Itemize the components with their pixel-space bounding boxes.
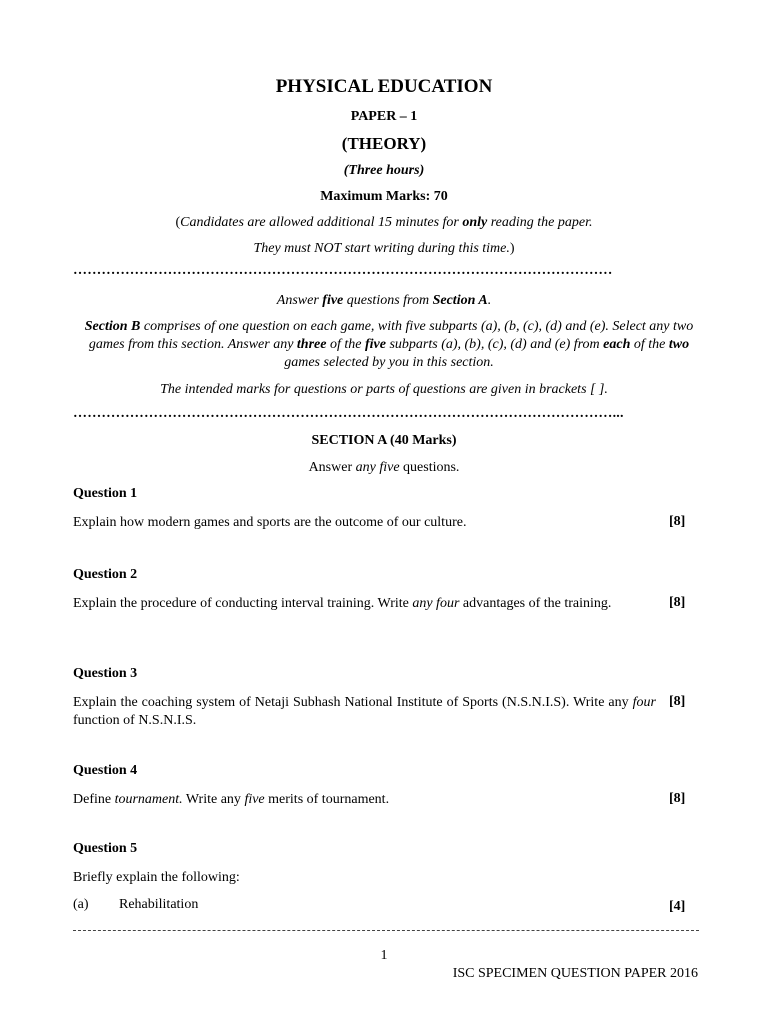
no-writing-note: They must NOT start writing during this time.) bbox=[253, 241, 515, 256]
instruction-marks: The intended marks for questions or parts of questions are given in brackets [ ]. bbox=[160, 382, 608, 397]
question-text: Define tournament. Write any five merits of tournament. bbox=[73, 792, 390, 807]
maximum-marks: Maximum Marks: 70 bbox=[320, 189, 448, 204]
section-heading: SECTION A (40 Marks) bbox=[311, 433, 457, 448]
question-marks: [8] bbox=[669, 791, 686, 806]
question-marks: [8] bbox=[669, 694, 686, 709]
question-text: Explain the procedure of conducting interval training. Write any four advantages of the training. bbox=[73, 596, 612, 611]
question-marks: [8] bbox=[669, 595, 686, 610]
question-heading: Question 1 bbox=[73, 486, 138, 501]
instruction-section-a: Answer five questions from Section A. bbox=[276, 293, 492, 308]
duration: (Three hours) bbox=[343, 163, 425, 178]
question-text: Explain how modern games and sports are the outcome of our culture. bbox=[73, 515, 467, 530]
subpart-label: (a) bbox=[73, 897, 89, 912]
paper-number: PAPER – 1 bbox=[350, 109, 418, 124]
question-heading: Question 3 bbox=[73, 666, 138, 681]
paper-title: PHYSICAL EDUCATION bbox=[275, 76, 493, 97]
paper-type: (THEORY) bbox=[341, 134, 427, 153]
instruction-section-b: Section B comprises of one question on each game, with five subparts (a), (b, (c), (d) and (e). Select any two games from this section. Answer any three of the five subparts (a), (b), (c), (d) and (e) from each of the two games selected by you in this section. bbox=[84, 319, 694, 370]
section-instruction: Answer any five questions. bbox=[308, 460, 460, 475]
question-text: Briefly explain the following: bbox=[73, 870, 240, 885]
question-heading: Question 4 bbox=[73, 763, 138, 778]
reading-time-note: (Candidates are allowed additional 15 minutes for only reading the paper. bbox=[175, 215, 593, 230]
question-text: Explain the coaching system of Netaji Subhash National Institute of Sports (N.S.N.I.S). Write any four function of N.S.N.I.S. bbox=[73, 695, 656, 728]
footer-divider bbox=[73, 930, 699, 931]
dotted-separator: ……………………………………………………………………………………………………... bbox=[73, 406, 624, 421]
question-marks: [8] bbox=[669, 514, 686, 529]
dotted-separator: …………………………………………………………………………………………………… bbox=[73, 263, 613, 278]
subpart-text: Rehabilitation bbox=[119, 897, 199, 912]
footer-paper-name: ISC SPECIMEN QUESTION PAPER 2016 bbox=[452, 966, 698, 981]
question-heading: Question 5 bbox=[73, 841, 138, 856]
question-heading: Question 2 bbox=[73, 567, 138, 582]
page-number: 1 bbox=[380, 948, 388, 963]
subpart-marks: [4] bbox=[669, 899, 686, 914]
